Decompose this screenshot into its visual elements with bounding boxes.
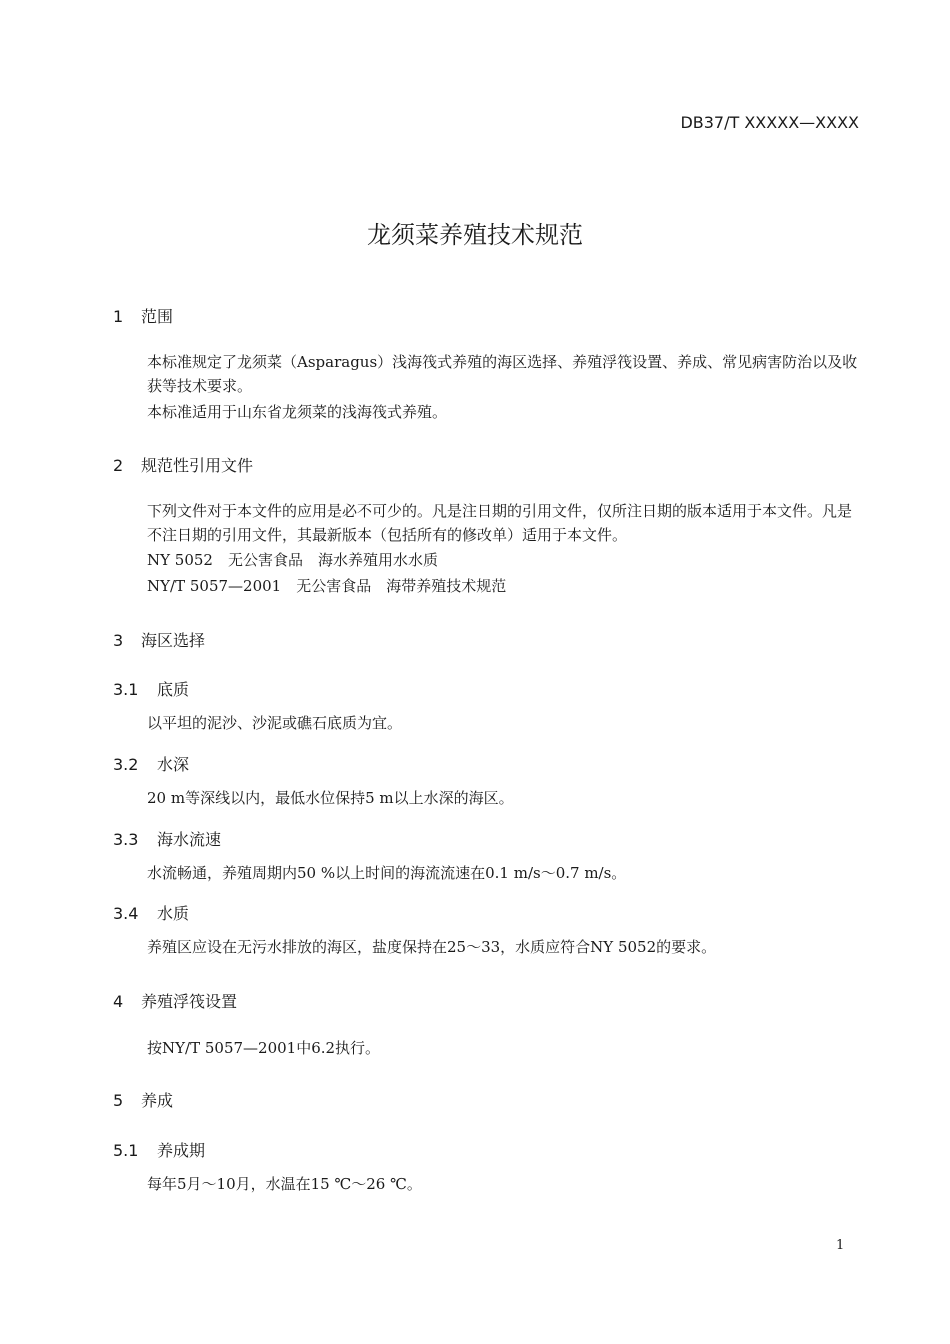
subsection-number: 5.1 [113,1141,139,1160]
subsection-title: 养成期 [157,1141,206,1160]
section-heading-5 [113,1088,173,1111]
paragraph-text: 下列文件对于本文件的应用是必不可少的。凡是注日期的引用文件，仅所注日期的版本适用于本文件。凡是不注日期的引用文件，其最新版本（包括所有的修改单）适用于本文件。 [147,502,853,544]
document-code: DB37/T XXXXX—XXXX [680,113,859,132]
paragraph-text: 水流畅通，养殖周期内50 %以上时间的海流流速在0.1 m/s～0.7 m/s。 [147,864,627,882]
paragraph-references [113,499,861,547]
subsection-heading-3-1 [113,677,189,700]
subsection-heading-3-3 [113,827,221,850]
section-title: 养成 [141,1091,174,1110]
section-number: 1 [113,307,124,326]
reference-item: NY 5052 无公害食品 海水养殖用水水质 [147,551,438,569]
subsection-heading-3-2 [113,752,189,775]
subsection-title: 海水流速 [157,830,222,849]
paragraph-text: 本标准规定了龙须菜（Asparagus）浅海筏式养殖的海区选择、养殖浮筏设置、养成、常见病害防治以及收获等技术要求。 [147,353,858,395]
subsection-title: 水质 [157,904,190,923]
section-number: 3 [113,631,124,650]
subsection-number: 3.4 [113,904,139,923]
section-heading-3 [113,628,205,651]
reference-item: NY/T 5057—2001 无公害食品 海带养殖技术规范 [147,577,507,595]
section-heading-1 [113,304,173,327]
subsection-number: 3.2 [113,755,139,774]
section-number: 2 [113,456,124,475]
section-heading-4 [113,989,237,1012]
subsection-title: 水深 [157,755,190,774]
subsection-number: 3.3 [113,830,139,849]
paragraph-text: 每年5月～10月，水温在15 ℃～26 ℃。 [147,1175,422,1193]
paragraph-text: 以平坦的泥沙、沙泥或礁石底质为宜。 [147,714,403,732]
paragraph-scope [113,350,861,398]
subsection-number: 3.1 [113,680,139,699]
paragraph-text: 按NY/T 5057—2001中6.2执行。 [147,1039,381,1057]
page-number: 1 [836,1238,845,1253]
section-number: 4 [113,992,124,1011]
section-heading-2 [113,453,253,476]
subsection-heading-5-1 [113,1138,205,1161]
section-number: 5 [113,1091,124,1110]
section-title: 范围 [141,307,174,326]
paragraph-text: 20 m等深线以内，最低水位保持5 m以上水深的海区。 [147,789,514,807]
paragraph-text: 养殖区应设在无污水排放的海区，盐度保持在25～33，水质应符合NY 5052的要求。 [147,938,717,956]
subsection-heading-3-4 [113,901,189,924]
section-title: 海区选择 [141,631,206,650]
document-title: 龙须菜养殖技术规范 [367,221,583,249]
section-title: 养殖浮筏设置 [141,992,238,1011]
subsection-title: 底质 [157,680,190,699]
paragraph-applicability: 本标准适用于山东省龙须菜的浅海筏式养殖。 [147,403,448,421]
section-title: 规范性引用文件 [141,456,254,475]
